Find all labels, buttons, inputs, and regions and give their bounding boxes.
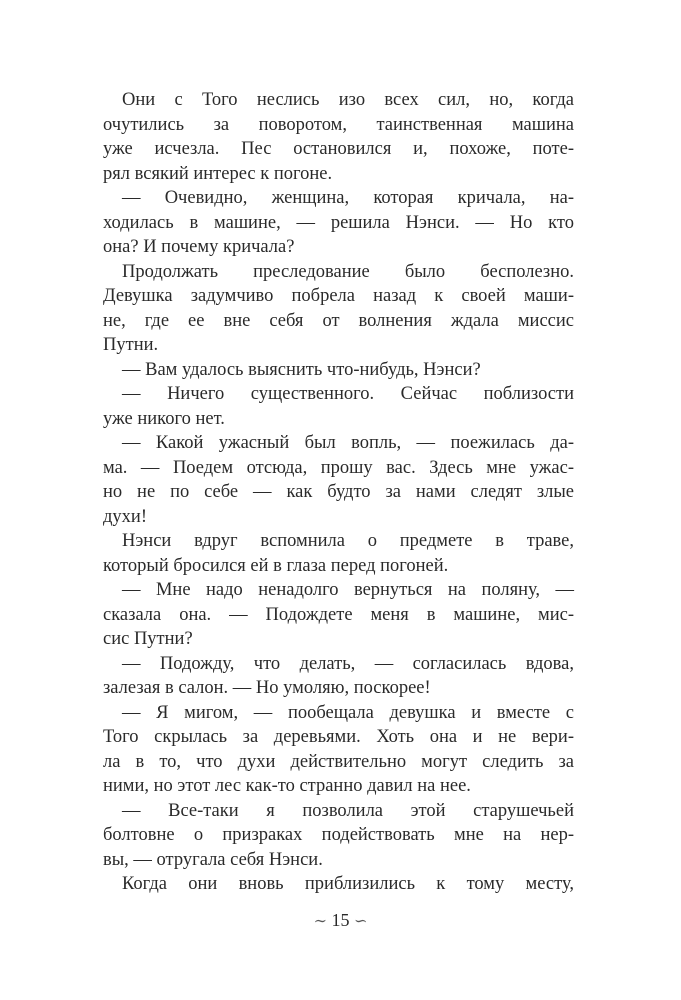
ornament-right-icon: ∽ (354, 913, 368, 930)
text-line: Путни. (103, 335, 159, 355)
text-line: сис Путни? (103, 629, 193, 649)
text-line: очутились за поворотом, таинственная машина (103, 114, 574, 135)
page-number-footer (0, 910, 681, 931)
text-line: ходилась в машине, — решила Нэнси. — Но кто (103, 212, 574, 233)
text-line: уже никого нет. (103, 408, 225, 429)
text-line: не, где ее вне себя от волнения ждала миссис (103, 310, 574, 331)
text-line: который бросился ей в глаза перед погоней. (103, 555, 449, 576)
text-line: залезая в салон. — Но умоляю, поскорее! (103, 678, 431, 698)
text-line: болтовне о призраках подействовать мне на нер- (103, 825, 574, 845)
text-line: — Очевидно, женщина, которая кричала, на- (122, 188, 574, 208)
text-line: — Подожду, что делать, — согласилась вдова, (122, 653, 574, 674)
page-body-text (103, 88, 574, 897)
text-line: Того скрылась за деревьями. Хоть она и не вери- (103, 727, 574, 747)
text-line: — Какой ужасный был вопль, — поежилась да- (122, 433, 574, 453)
text-line: уже исчезла. Пес остановился и, похоже, поте- (103, 139, 574, 159)
text-line: Они с Того неслись изо всех сил, но, когда (122, 90, 574, 110)
text-line: ними, но этот лес как-то странно давил на нее. (103, 776, 471, 796)
text-line: Когда они вновь приблизились к тому месту, (122, 874, 574, 894)
text-line: но не по себе — как будто за нами следят злые (103, 482, 574, 502)
ornament-left-icon: ∼ (313, 913, 327, 930)
text-line: рял всякий интерес к погоне. (103, 163, 333, 184)
text-line: — Все-таки я позволила этой старушечьей (122, 800, 574, 821)
text-line: ла в то, что духи действительно могут следить за (103, 751, 574, 772)
text-line: — Я мигом, — пообещала девушка и вместе с (122, 702, 574, 723)
text-line: Девушка задумчиво побрела назад к своей маши- (103, 286, 574, 306)
text-line: сказала она. — Подождете меня в машине, мис- (103, 604, 574, 625)
text-line: Продолжать преследование было бесполезно. (122, 261, 574, 282)
text-line: — Вам удалось выяснить что-нибудь, Нэнси? (122, 359, 481, 380)
text-line: вы, — отругала себя Нэнси. (103, 849, 323, 870)
text-line: — Мне надо ненадолго вернуться на поляну, — (122, 580, 574, 600)
text-line: Нэнси вдруг вспомнила о предмете в траве, (122, 531, 574, 551)
page-number: 15 (331, 910, 350, 930)
text-line: она? И почему кричала? (103, 237, 295, 257)
text-line: — Ничего существенного. Сейчас поблизости (122, 384, 574, 404)
text-line: ма. — Поедем отсюда, прошу вас. Здесь мне ужас- (103, 457, 574, 478)
text-line: духи! (103, 506, 147, 527)
